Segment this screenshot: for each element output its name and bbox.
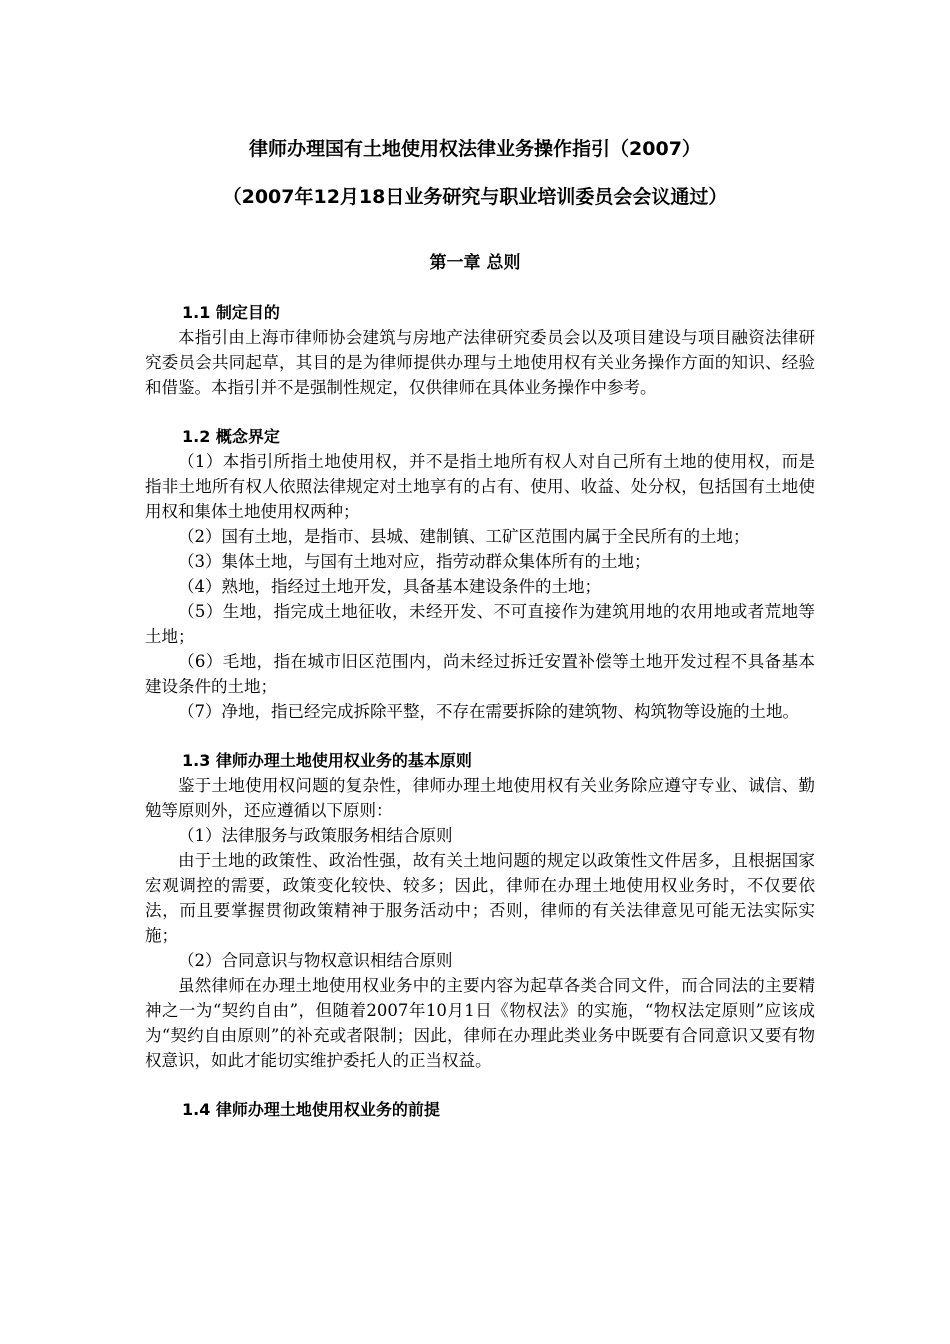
section-heading-1-2: 1.2 概念界定 [182, 427, 280, 446]
chapter-heading: 第一章 总则 [429, 253, 521, 273]
definition-item: （4）熟地，指经过土地开发，具备基本建设条件的土地； [178, 577, 601, 596]
paragraph: 虽然律师在办理土地使用权业务中的主要内容为起草各类合同文件，而合同法的主要精神之一为“契约自由”，但随着2007年10月1日《物权法》的实施，“物权法定原则”应该成为“契约自由原则”的补充或者限制；因此，律师在办理此类业务中既要有合同意识又要有物权意识，如此才能切实维护委托人的正当权益。 [145, 976, 815, 1070]
definition-item: （6）毛地，指在城市旧区范围内，尚未经过拆迁安置补偿等土地开发过程不具备基本建设条件的土地； [145, 652, 815, 696]
section-heading-1-1: 1.1 制定目的 [182, 303, 280, 322]
principle-heading: （1）法律服务与政策服务相结合原则 [178, 826, 453, 845]
principle-heading: （2）合同意识与物权意识相结合原则 [178, 951, 453, 970]
paragraph: 鉴于土地使用权问题的复杂性，律师办理土地使用权有关业务除应遵守专业、诚信、勤勉等原则外，还应遵循以下原则： [145, 776, 815, 820]
paragraph: 本指引由上海市律师协会建筑与房地产法律研究委员会以及项目建设与项目融资法律研究委员会共同起草，其目的是为律师提供办理与土地使用权有关业务操作方面的知识、经验和借鉴。本指引并不是强制性规定，仅供律师在具体业务操作中参考。 [145, 328, 815, 397]
section-heading-1-4: 1.4 律师办理土地使用权业务的前提 [182, 1100, 440, 1119]
paragraph: 由于土地的政策性、政治性强，故有关土地问题的规定以政策性文件居多，且根据国家宏观调控的需要，政策变化较快、较多；因此，律师在办理土地使用权业务时，不仅要依法，而且要掌握贯彻政策精神于服务活动中；否则，律师的有关法律意见可能无法实际实施； [145, 851, 815, 945]
document-body [145, 300, 815, 1122]
document-title: 律师办理国有土地使用权法律业务操作指引（2007） [249, 138, 701, 160]
definition-item: （2）国有土地，是指市、县城、建制镇、工矿区范围内属于全民所有的土地； [178, 527, 750, 546]
document-subtitle: （2007年12月18日业务研究与职业培训委员会会议通过） [222, 186, 728, 208]
definition-item: （7）净地，指已经完成拆除平整，不存在需要拆除的建筑物、构筑物等设施的土地。 [178, 702, 799, 721]
section-heading-1-3: 1.3 律师办理土地使用权业务的基本原则 [182, 751, 472, 770]
definition-item: （3）集体土地，与国有土地对应，指劳动群众集体所有的土地； [178, 552, 651, 571]
definition-item: （1）本指引所指土地使用权，并不是指土地所有权人对自己所有土地的使用权，而是指非土地所有权人依照法律规定对土地享有的占有、使用、收益、处分权，包括国有土地使用权和集体土地使用权两种； [145, 452, 815, 521]
definition-item: （5）生地，指完成土地征收，未经开发、不可直接作为建筑用地的农用地或者荒地等土地； [145, 602, 815, 646]
